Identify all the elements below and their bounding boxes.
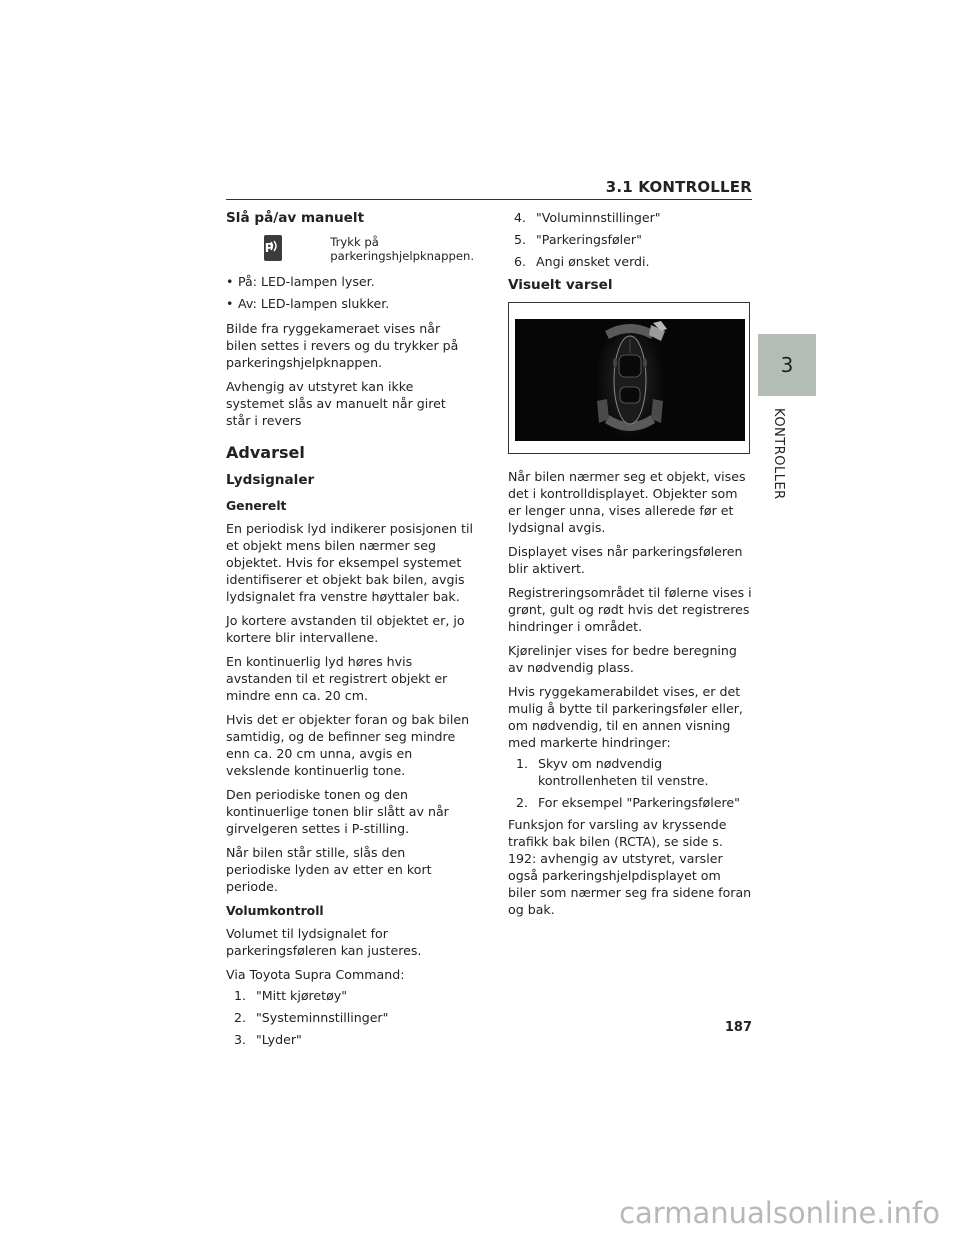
right-column [508,209,752,925]
paragraph: Via Toyota Supra Command: [226,967,405,982]
paragraph: Avhengig av utstyret kan ikke systemet slås av manuelt når giret står i revers [226,379,446,428]
paragraph: Den periodiske tonen og den kontinuerlige tonen blir slått av når girvelgeren settes i P-stilling. [226,787,449,836]
list-item: 6. Angi ønsket verdi. [514,254,650,269]
list-item: 3. "Lyder" [234,1032,302,1047]
sensor-waves-icon [269,240,279,252]
chapter-tab: 3 [758,334,816,396]
list-item: 1. Skyv om nødvendig kontrollenheten til venstre. [516,756,709,788]
paragraph: Funksjon for varsling av kryssende trafikk bak bilen (RCTA), se side s. 192: avhengig av utstyret, varsler også parkeringshjelpdisplayet om biler som nærmer seg fra sidene foran og bak. [508,817,752,917]
parking-assist-button-icon: P [264,235,282,261]
header-rule [226,199,752,200]
paragraph: En periodisk lyd indikerer posisjonen til et objekt mens bilen nærmer seg objektet. Hvis for eksempel systemet identifiserer et objekt bak bilen, avgis lydsignalet fra venstre høyttaler bak. [226,521,473,604]
steps-list-continued [508,209,752,270]
car-top-view-icon [515,319,745,441]
subheading-volumkontroll: Volumkontroll [226,903,324,918]
subheading-lydsignaler: Lydsignaler [226,472,315,488]
parking-display-figure [508,302,750,454]
steps-list [226,987,474,1048]
parking-display-screen [515,319,745,441]
paragraph: En kontinuerlig lyd høres hvis avstanden til et registrert objekt er mindre enn ca. 20 cm. [226,654,448,703]
paragraph: Hvis ryggekamerabildet vises, er det mulig å bytte til parkeringsføler eller, om nødvendig, til en annen visning med markerte hindringer: [508,684,743,750]
subheading-generelt: Generelt [226,498,287,513]
button-caption: Trykk på parkeringshjelpknappen. [330,235,474,263]
bullet-item: • På: LED-lampen lyser. [226,274,375,289]
list-item: 4. "Voluminnstillinger" [514,210,661,225]
section-title-visual: Visuelt varsel [508,277,613,293]
left-column [226,209,474,1053]
paragraph: Volumet til lydsignalet for parkeringsføleren kan justeres. [226,926,422,958]
page-number: 187 [724,1020,752,1035]
button-instruction [226,235,474,263]
paragraph: Når bilen står stille, slås den periodiske lyden av etter en kort periode. [226,845,432,894]
chapter-label: KONTROLLER [771,408,786,500]
paragraph: Bilde fra ryggekameraet vises når bilen settes i revers og du trykker på parkeringshjelpknappen. [226,321,459,370]
paragraph: Hvis det er objekter foran og bak bilen samtidig, og de befinner seg mindre enn ca. 20 cm unna, avgis en vekslende kontinuerlig tone. [226,712,470,778]
paragraph: Registreringsområdet til følerne vises i grønt, gult og rødt hvis det registreres hindringer i området. [508,585,752,634]
list-item: 2. "Systeminnstillinger" [234,1010,389,1025]
paragraph: Kjørelinjer vises for bedre beregning av nødvendig plass. [508,643,737,675]
header-section-title: 3.1 KONTROLLER [605,178,752,196]
warning-heading: Advarsel [226,443,305,462]
sub-steps-list [508,755,752,811]
bullet-item: • Av: LED-lampen slukker. [226,296,390,311]
watermark: carmanualsonline.info [619,1196,940,1230]
list-item: 5. "Parkeringsføler" [514,232,642,247]
list-item: 1. "Mitt kjøretøy" [234,988,348,1003]
paragraph: Displayet vises når parkeringsføleren blir aktivert. [508,544,743,576]
paragraph: Når bilen nærmer seg et objekt, vises det i kontrolldisplayet. Objekter som er lenger unna, vises allerede før et lydsignal avgis. [508,469,746,535]
section-title-manual: Slå på/av manuelt [226,210,365,226]
list-item: 2. For eksempel "Parkeringsfølere" [516,795,740,810]
paragraph: Jo kortere avstanden til objektet er, jo kortere blir intervallene. [226,613,465,645]
